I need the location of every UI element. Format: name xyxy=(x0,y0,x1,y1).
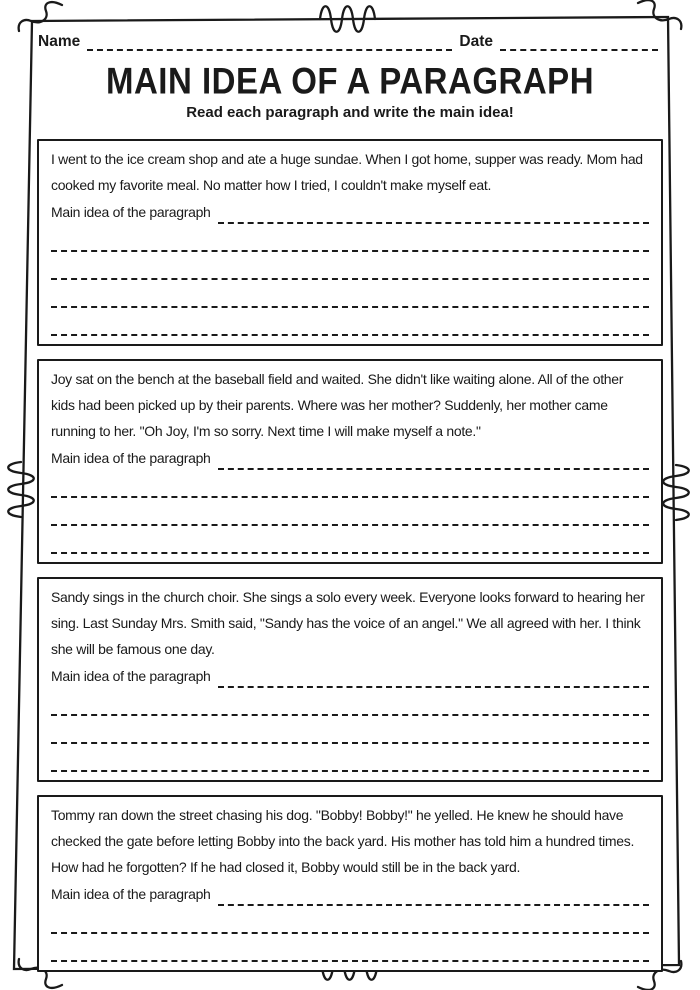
date-label: Date xyxy=(459,33,493,50)
name-input-line[interactable] xyxy=(87,34,452,51)
left-squiggle xyxy=(8,462,34,517)
main-idea-row xyxy=(51,662,649,688)
answer-line[interactable] xyxy=(51,526,649,554)
main-idea-prompt: Main idea of the paragraph xyxy=(51,886,211,902)
main-idea-row xyxy=(51,444,649,470)
answer-line[interactable] xyxy=(51,224,649,252)
answer-line[interactable] xyxy=(51,906,649,934)
main-idea-answer-line[interactable] xyxy=(218,206,649,224)
main-idea-row xyxy=(51,880,649,906)
answer-line[interactable] xyxy=(51,934,649,962)
paragraph-boxes xyxy=(37,139,663,972)
paragraph-box xyxy=(37,139,663,346)
answer-line[interactable] xyxy=(51,280,649,308)
answer-line[interactable] xyxy=(51,252,649,280)
corner-curl-top-left xyxy=(19,2,62,31)
paragraph-box xyxy=(37,359,663,564)
paragraph-text: Joy sat on the bench at the baseball field and waited. She didn't like waiting alone. All of the other kids had been picked up by their parents. Where was her mother? Suddenly, her mother came running to her. "Oh Joy, I'm so sorry. Next time I will make myself a note." xyxy=(51,371,624,439)
answer-line[interactable] xyxy=(51,688,649,716)
answer-line[interactable] xyxy=(51,716,649,744)
date-input-line[interactable] xyxy=(500,34,658,51)
name-label: Name xyxy=(38,33,81,50)
answer-line[interactable] xyxy=(51,308,649,336)
main-idea-prompt: Main idea of the paragraph xyxy=(51,668,211,684)
paragraph-text: Sandy sings in the church choir. She sings a solo every week. Everyone looks forward to hearing her sing. Last Sunday Mrs. Smith said, "Sandy has the voice of an angel." We all agreed with her. I think she will be famous one day. xyxy=(51,589,645,657)
paragraph-text: I went to the ice cream shop and ate a huge sundae. When I got home, supper was ready. Mom had cooked my favorite meal. No matter how I tried, I couldn't make myself eat. xyxy=(51,151,643,193)
main-idea-prompt: Main idea of the paragraph xyxy=(51,204,211,220)
paragraph-box xyxy=(37,795,663,972)
page-title: MAIN IDEA OF A PARAGRAPH xyxy=(105,59,595,102)
paragraph-text: Tommy ran down the street chasing his dog. "Bobby! Bobby!" he yelled. He knew he should have checked the gate before letting Bobby into the back yard. His mother has told him a hundred times. How had he forgotten? If he had closed it, Bobby would still be in the back yard. xyxy=(51,807,635,875)
answer-line[interactable] xyxy=(51,744,649,772)
answer-line[interactable] xyxy=(51,470,649,498)
main-idea-answer-line[interactable] xyxy=(218,888,649,906)
right-squiggle xyxy=(663,465,689,520)
main-idea-prompt: Main idea of the paragraph xyxy=(51,450,211,466)
page-subtitle: Read each paragraph and write the main idea! xyxy=(186,104,514,121)
paragraph-box xyxy=(37,577,663,782)
main-idea-row xyxy=(51,198,649,224)
corner-curl-top-right xyxy=(638,0,681,29)
main-idea-answer-line[interactable] xyxy=(218,452,649,470)
answer-line[interactable] xyxy=(51,498,649,526)
name-date-row xyxy=(38,33,658,51)
main-idea-answer-line[interactable] xyxy=(218,670,649,688)
